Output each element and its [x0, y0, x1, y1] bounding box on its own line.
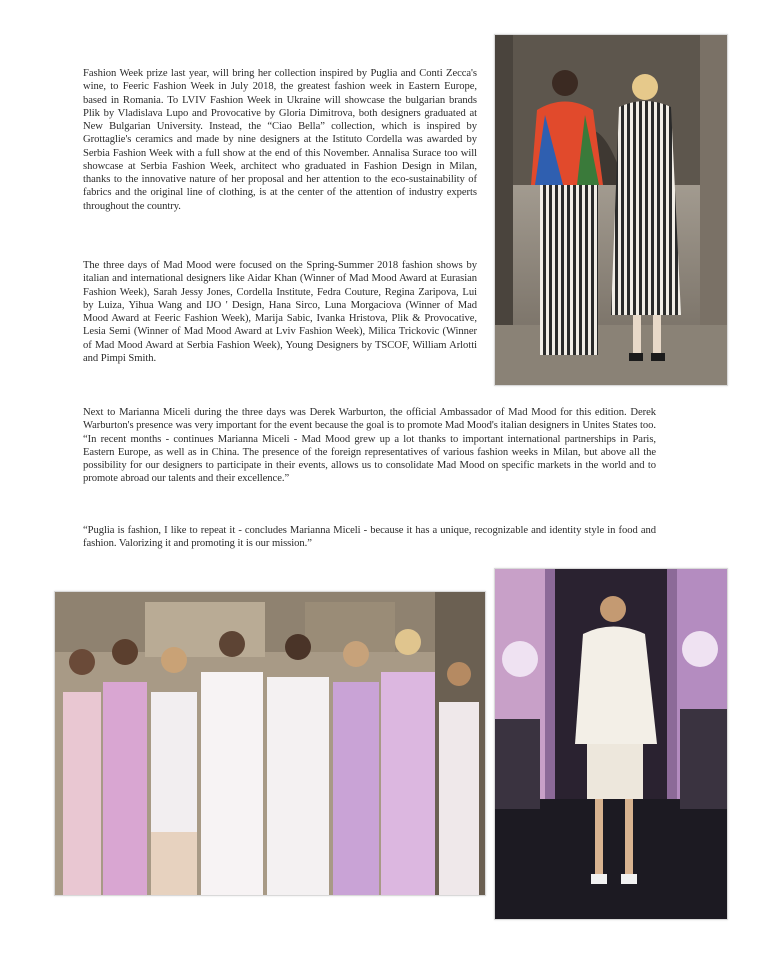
group-models-illustration: [55, 592, 485, 895]
photo-group-of-models: [54, 591, 486, 896]
photo-runway-model: [494, 568, 728, 920]
article-paragraph-1: Fashion Week prize last year, will bring her collection inspired by Puglia and Conti Zecca's wine, to Feeric Fashion Week in July 2018, the greatest fashion week in Eastern Europe, based in Romania. To LVIV Fashion Week in Ukraine will showcase the bulgarian brands Plik by Vladislava Lupo and Provocative by Gloria Dimitrova, both designers graduated at New Bulgarian University. Instead, the “Ciao Bella” collection, which is inspired by Grottaglie's ceramics and made by nine designers at the Istituto Cordella was awarded by Serbia Fashion Week with a full show at the end of this November. Annalisa Surace too will showcase at Serbia Fashion Week, architect who graduated in Fashion Design in Milan, thanks to the innovative nature of her proposal and her attention to the eco-sustainability of fabrics and the original line of clothing, is at the center of the attention of industry experts throughout the country.: [83, 68, 477, 212]
striped-models-illustration: [495, 35, 727, 385]
runway-model-illustration: [495, 569, 727, 919]
photo-striped-models: [494, 34, 728, 386]
article-quote-paragraph: “Puglia is fashion, I like to repeat it - concludes Marianna Miceli - because it has a unique, recognizable and identity style in food and fashion. Valorizing it and promoting it is our mission.”: [83, 525, 656, 550]
article-paragraph-3: Next to Marianna Miceli during the three days was Derek Warburton, the official Ambassador of Mad Mood for this edition. Derek Warburton's presence was very important for the event because the goal is to promote Mad Mood's italian designers in Unites States too. “In recent months - continues Marianna Miceli - Mad Mood grew up a lot thanks to important international partnerships in Paris, Eastern Europe, as well as in China. The presence of the foreign representatives of various fashion weeks in Milan, but above all the possibility for our designers to participate in their events, allows us to consolidate Mad Mood on specific markets in the world and to promote abroad our talents and their excellence.”: [83, 407, 656, 485]
article-paragraph-2: The three days of Mad Mood were focused on the Spring-Summer 2018 fashion shows by italian and international designers like Aidar Khan (Winner of Mad Mood Award at Eurasian Fashion Week), Sarah Jessy Jones, Cordella Institute, Fedra Couture, Regina Zaripova, Lui by Luiza, Yihua Wang and IJO ' Design, Hana Sirco, Luna Morgaciova (Winner of Mad Mood Award at Feeric Fashion Week), Marija Sabic, Ivanka Hristova, Plik & Provocative, Lesia Semi (Winner of Mad Mood Award at Lviv Fashion Week), Milica Trickovic (Winner of Mad Mood Award at Serbia Fashion Week), Young Designers by TSCOF, William Arlotti and Pimpi Smith.: [83, 260, 477, 364]
